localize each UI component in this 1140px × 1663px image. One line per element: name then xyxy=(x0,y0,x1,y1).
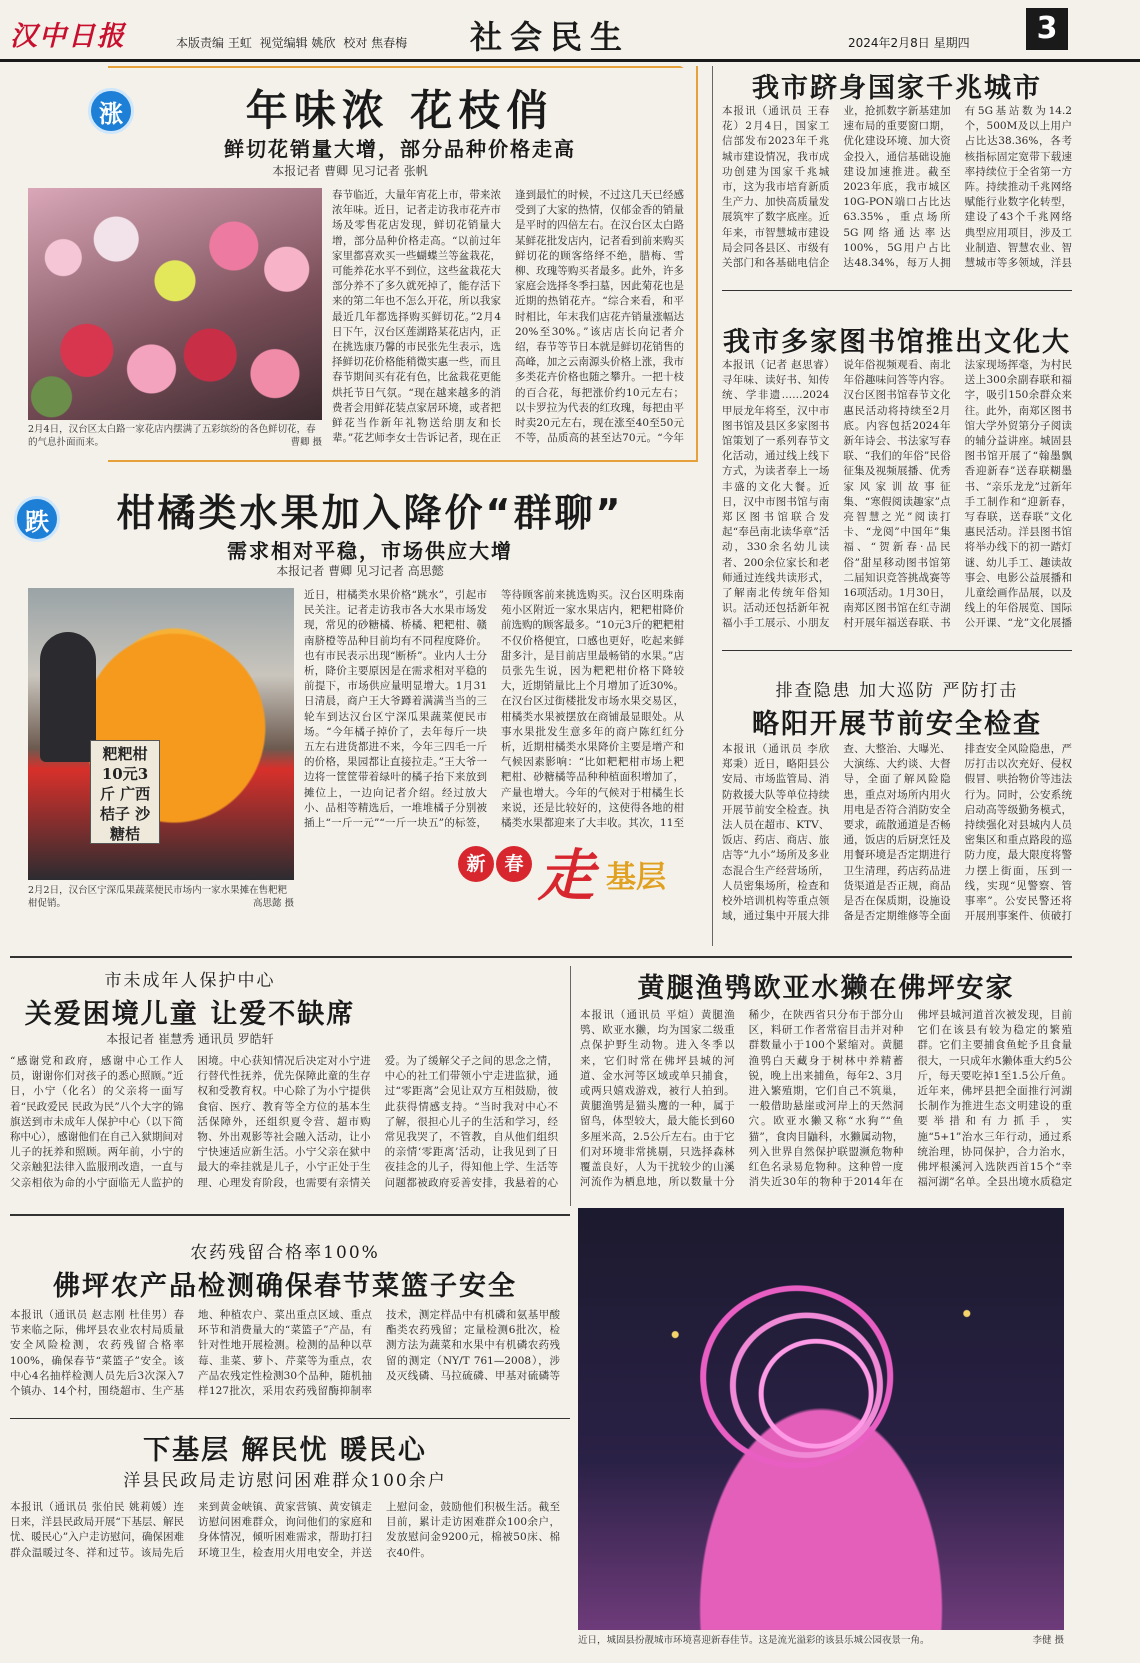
newspaper-logo: 汉中日报 xyxy=(10,21,126,52)
flowers-title-block xyxy=(140,78,660,132)
children-byline: 本报记者 崔慧秀 通讯员 罗皓轩 xyxy=(106,1032,274,1046)
photo-credit: 高思懿 摄 xyxy=(252,898,294,909)
gigabit-article-body xyxy=(722,104,1072,282)
citrus-byline: 本报记者 曹卿 见习记者 高思懿 xyxy=(276,564,444,578)
editor-credit: 校对 焦春梅 xyxy=(343,36,408,50)
citrus-headline: 柑橘类水果加入降价“群聊” xyxy=(116,491,624,535)
fruit-stall-photo xyxy=(28,588,294,880)
gigabit-headline: 我市跻身国家千兆城市 xyxy=(752,73,1042,100)
citrus-article-body xyxy=(304,588,684,842)
article-text: 春节临近，大量年宵花上市，带来浓浓年味。近日，记者走访我市花卉市场及零售花店发现，鲜切花销量大增，部分品种价格走高。“以前过年家里都喜欢买一些蝴蝶兰等盆栽花，可能养花水平不到位，这些盆栽花大部分养不了多久就死掉了，能存活下来的第二年也不怎么开花，所以我家最近几年都选择购买鲜切花。”2月4日下午，汉台区莲湖路某花店内，正在挑选康乃馨的市民张先生表示，选择鲜切花价格能稍微实惠一些，而且春节期间买有花有色，比盆栽花更能烘托节日气氛。“现在越来越多的消费者会用鲜花装点家居环境，或者把鲜花当作新年礼物送给朋友和长辈。”花艺师李女士告诉记者，现在正逢到最忙的时候，不过这几天已经感受到了大家的热情，仅郁金香的销量是平时的四倍左右。在汉台区太白路某鲜花批发店内，记者看到前来购买鲜切花的顾客络绎不绝，腊梅、雪柳、玫瑰等购买者最多。此外，许多家庭会选择冬季扫墓，因此菊花也是近期的热销花卉。“综合来看，和平时相比，年末我们店花卉销量涨幅达20%至30%。”该店店长向记者介绍，春节等节日本就是鲜切花销售的高峰，加之云南源头价格上涨，我市多类花卉价格也随之攀升。一把十枝的百合花，每把涨价约10元左右；以卡罗拉为代表的红玫瑰，每把由平时卖20元左右，现在涨至40至50元不等，品质高的甚至达70元。“今年 xyxy=(332,189,684,445)
publication-date: 2024年2月8日 星期四 xyxy=(848,36,970,50)
article-text: 本报讯（记者 赵思睿）寻年味、读好书、知传统、学非遗……2024甲辰龙年将至，汉中市图书馆及县区多家图书馆策划了一系列春节文化活动，通过线上线下方式，为读者奉上一场丰盛的文化大餐。近日，汉中市图书馆与南郑区图书馆联合发起“奉邑南北读华章”活动，330余名幼儿读者、200余位家长和老师通过连线共读形式，了解南北传统年俗知识。活动还包括新年祝福小手工展示、小朋友说年俗视频观看、南北年俗趣味问答等内容。汉台区图书馆春节文化惠民活动将持续至2月底。内容包括2024年新年诗会、书法家写春联、“我们的年俗”民俗征集及视频展播、优秀家风家训故事征集、“寒假阅读趣家”点亮智慧之光”阅读打卡、“龙阅”中国年”集福、“贺新春·品民俗”甜星移动图书馆第二届知识竞答挑战赛等16项活动。1月30日，南郑区图书馆在红寺湖村开展年福送春联、书法家现场挥毫，为村民送上300余副春联和福字，吸引150余群众来往。此外，南郑区图书馆大学外贸第分子阅读的辅分益讲座。城固县图书馆开展了“翰墨飘香迎新春”送春联糊墨书、“亲乐龙龙”过新年手工制作和“迎新春，写春联，送春联”文化惠民活动。洋县图书馆将举办线下的初一踏灯谜、幼儿手工、趣读故事会、电影公益展播和儿童绘画作品展，以及线上的年俗展览、国际公开课、“龙”文化展播 xyxy=(722,359,1072,630)
caption-text: 近日，城固县扮靓城市环境喜迎新春佳节。这是流光溢彩的该县乐城公园夜景一角。 xyxy=(578,1635,930,1646)
citrus-subtitle-block xyxy=(140,535,600,563)
safety-headline: 略阳开展节前安全检查 xyxy=(752,709,1042,736)
xinchun-zoujiceng-banner xyxy=(458,838,688,908)
section-rule xyxy=(722,650,1072,651)
article-text: 本报讯（通讯员 赵志刚 杜佳男）春节来临之际，佛坪县农业农村局质量安全风险检测，农药残留合格率100%，确保春节“菜篮子”安全。该中心4名抽样检测人员先后3次深入7个镇办、14个村，围绕超市、生产基地、种植农户、菜出重点区域、重点环节和消费量大的“菜篮子”产品，有针对性地开展检测。检测的品种以草莓、韭菜、萝卜、芹菜等为重点，农产品农残定性检测30个品种，随机抽样127批次，采用农药残留酶抑制率技术，测定样品中有机磷和氨基甲酸酯类农药残留；定量检测6批次，检测方法为蔬菜和水果中有机磷农药残留的测定（NY/T 761—2008），涉及灭线磷、马拉硫磷、甲基对硫磷等 xyxy=(10,1309,560,1398)
children-byline-block xyxy=(60,1030,320,1048)
caption-text: 2月4日，汉台区太白路一家花店内摆满了五彩缤纷的各色鲜切花，春的气息扑面而来。 xyxy=(28,424,316,448)
vendor-figure xyxy=(40,632,96,762)
article-text: 本报讯（通讯员 张伯民 姚莉媛）连日来，洋县民政局开展“下基层、解民忧、暖民心”入户走访慰问，确保困难群众温暖过冬、祥和过节。该局先后来到黄金峡镇、黄家营镇、黄安镇走访慰问困难群众，询问他们的家庭和身体情况，倾听困难需求，帮助打扫环境卫生，检查用火用电安全，并送上慰问金，鼓励他们积极生活。截至目前，累计走访困难群众100余户，发放慰问金9200元，棉被50床、棉衣40件。 xyxy=(10,1501,560,1559)
article-text: 本报讯（通讯员 平煊）黄腿渔鸮、欧亚水獭，均为国家二级重点保护野生动物。进入冬季以来，它们时常在佛坪县城的河道、金水河等区域或单只捕食，或两只嬉戏游戏，被行人拍到。黄腿渔鸮是猫头鹰的一种，属于留鸟，体型较大，最大能长到60多厘米高，2.5公斤左右。由于它们对环境非常挑剔，只选择森林覆盖良好，人为干扰较少的山溪河流作为栖息地，所以数量十分稀少，在陕西省只分布于部分山区，料研工作者常宿目击并对种群数量小于100个紧缩对。黄腿渔鸮白天藏身于树林中养精蓄锐，晚上出来捕鱼，每年2、3月进入繁殖期，它们自己不筑巢，一般借助悬崖或河岸上的天然洞穴。欧亚水獭又称“水狗”“鱼猫”，食肉目鼬科，水獭属动物，列入世界自然保护联盟濒危物种红色名录易危物种。这种曾一度消失近30年的物种于2014年在佛坪县城河道首次被发现，目前它们在该县有较为稳定的繁殖群。它们主要捕食鱼蛇予且食量很大，一只成年水獭体重大约5公斤，每天要吃掉1至1.5公斤鱼。近年来，佛坪县把全面推行河湖长制作为推进生态文明建设的重要举措和有力抓手，实施“5+1”治水三年行动，通过系统治理，协同保护，合力治水，佛坪根溪河入选陕西首15个“幸福河湖”名单。全县出境水质稳定 xyxy=(580,1009,1072,1189)
masthead xyxy=(0,0,1140,62)
horizontal-rule xyxy=(10,1214,570,1216)
library-headline: 我市多家图书馆推出文化大 xyxy=(723,327,1071,354)
flowers-byline: 本报记者 曹卿 见习记者 张帆 xyxy=(272,164,428,178)
banner-jiceng: 基层 xyxy=(606,860,666,895)
pesticide-kicker-block xyxy=(10,1238,560,1262)
article-text: 近日，柑橘类水果价格“跳水”，引起市民关注。记者走访我市各大水果市场发现，常见的砂糖橘、桥橘、粑粑柑、赣南脐橙等品种目前均有不同程度降价。也有市民表示出现“断桥”。业内人士分析，降价主要原因是在需求相对平稳的前提下，市场供应量明显增大。1月31日清晨，商户王大爷蹲着满满当当的三轮车到达汉台区宁深瓜果蔬菜便民市场。“今年橘子掉价了，去年每斤一块五左右进货都进不来，今年三四毛一斤的价格，果园都让直接拉走。”王大爷一边将一筐筐带着绿叶的橘子抬下来放到摊位上，一边向记者介绍。经过放大小、品相等精选后，一堆堆橘子分别被插上“一斤一元”“一斤一块五”的标签，等待顾客前来挑选购买。汉台区明珠南苑小区附近一家水果店内，粑粑柑降价前选购的顾客最多。“10元3斤的粑粑柑不仅价格便宜，口感也更好，吃起来鲜甜多汁，是目前店里最畅销的水果。”店员张先生说，因为粑粑柑价格下降较大，近期销量比上个月增加了近30%。在汉台区过街楼批发市场水果交易区，柑橘类水果被摆放在商铺最显眼处。从事水果批发生意多年的商户陈红红分析，近期柑橘类水果降价主要是增产和气候因素影响：“比如粑粑柑市场上粑粑柑、砂糖橘等品种种植面积增加了，产量也增大。今年的气候对于柑橘生长来说，还是比较好的，这使得各地的柑橘类水果都迎来了大丰收。其次，11至 xyxy=(304,589,684,830)
banner-char: 新 xyxy=(458,846,494,882)
pesticide-title-block xyxy=(10,1264,560,1300)
photo-credit: 曹卿 摄 xyxy=(290,437,322,448)
flowers-subheadline: 鲜切花销量大增，部分品种价格走高 xyxy=(224,137,576,161)
children-kicker: 市未成年人保护中心 xyxy=(104,971,276,990)
article-text: “感谢党和政府，感谢中心工作人员，谢谢你们对孩子的悉心照顾。”近日，小宁（化名）的父亲将一面写着“民政爱民 民政为民”八个大字的锦旗送到市未成年人保护中心（以下简称中心），感谢他们在自己入狱期间对儿子的抚养和照顾。两年前，小宁的父亲触犯法律入监服刑改造，一直与父亲相依为命的小宁面临无人监护的困境。中心获知情况后决定对小宁进行替代性抚养，优先保障此童的生存权和受教育权。中心除了为小宁提供食宿、医疗、教育等全方位的基本生活保障外，还组织夏令营、超市购物、外出观影等社会融入活动，让小宁快速适应新生活。小宁父亲在狱中最大的牵挂就是儿子，小宁正处于生理、心理发育阶段，也需要有亲情关爱。为了缓解父子之间的思念之情，中心的社工们带领小宁走进监狱，通过“零距离”会见让双方互相鼓励，彼此获得情感支持。“当时我对中心不了解，很担心儿子的生活和学习，经常见我哭了，不管教，自从他们组织的亲情‘零距离’活动，让我见到了日夜挂念的儿子，得知他上学、生活等问题都被政府妥善安排，我悬着的心 xyxy=(10,1055,558,1189)
children-article-body xyxy=(10,1054,558,1200)
banner-char-zou: 走 xyxy=(538,843,594,909)
editor-credit: 视觉编辑 姚欣 xyxy=(259,36,336,50)
editor-credits xyxy=(176,34,411,51)
section-rule xyxy=(10,1418,570,1419)
column-divider xyxy=(570,966,571,1206)
flowers-subtitle-block xyxy=(140,133,660,161)
library-title-block xyxy=(722,320,1072,354)
park-lights-photo xyxy=(578,1208,1064,1630)
banner-char: 春 xyxy=(496,846,532,882)
bird-article-body xyxy=(580,1008,1072,1200)
section-title: 社会民生 xyxy=(470,18,631,56)
photo-credit: 李健 摄 xyxy=(1032,1635,1064,1646)
visit-subtitle-block xyxy=(10,1466,560,1490)
pesticide-headline: 佛坪农产品检测确保春节菜篮子安全 xyxy=(53,1271,517,1300)
bird-headline: 黄腿渔鸮欧亚水獭在佛坪安家 xyxy=(637,973,1015,1002)
page-number: 3 xyxy=(1026,8,1068,50)
gigabit-title-block xyxy=(722,66,1072,100)
editor-credit: 本版责编 王虹 xyxy=(176,36,252,50)
safety-article-body xyxy=(722,742,1072,938)
pesticide-kicker: 农药残留合格率100% xyxy=(190,1243,380,1262)
price-up-badge: 涨 xyxy=(88,88,134,134)
bird-title-block xyxy=(580,966,1072,1002)
library-article-body xyxy=(722,358,1072,636)
horizontal-rule xyxy=(10,956,1072,958)
citrus-byline-block xyxy=(210,562,510,580)
flowers-photo-caption xyxy=(28,423,322,453)
visit-article-body xyxy=(10,1500,560,1650)
price-down-badge: 跌 xyxy=(14,496,60,542)
flower-market-photo xyxy=(28,188,322,420)
article-text: 本报讯（通讯员 王春花）2月4日，国家工信部发布2023年千兆城市建设情况，我市成功创建为国家千兆城市，这为我市培育新质生产力、加快高质量发展筑牢了数字底座。近年来，市智慧城市建设局会同各县区、市级有关部门和各基础电信企业，抢抓数字新基建加速布局的重要窗口期，优化建设环境、加大资金投入，通信基础设施建设加速推进。截至2023年底，我市城区10G-PON端口占比达63.35%，重点场所5G网络通达率达100%，5G用户占比达48.34%，每万人拥有5G基站数为14.2个，500M及以上用户占比达38.36%，各考核指标固定宽带下载速率持续位于全省第一方阵。持续推动千兆网络赋能行业数字化转型，建设了43个千兆网络典型应用项目，涉及工业制造、智慧农业、智慧城市等多领域，洋县 xyxy=(722,105,1072,270)
price-sign: 粑粑柑 10元3斤 广西 桔子 沙糖桔 xyxy=(90,740,160,844)
article-text: 本报讯（通讯员 李欣 郑秉）近日，略阳县公安局、市场监管局、消防救援大队等单位持续开展节前安全检查。执法人员在超市、KTV、饭店、药店、商店、旅店等“九小”场所及多业态混合生产经营场所，人员密集场所，检查和校外培训机构等重点领域，通过集中开展大排查、大整治、大曝光、大演练、大约谈、大督导，全面了解风险隐患，重点对场所内用火用电是否符合消防安全要求，疏散通道是否畅通，饭店的后厨烹饪及用餐环境是否定期进行卫生清理，药店药品进货渠道是否正规，商品是否在保质期，设施设备是否定期维修等全面排查安全风险隐患，严厉打击以次充好、侵权假冒、哄抬物价等违法行为。同时，公安系统启动高等级勤务模式，持续强化对县城内人员密集区和重点路段的巡防力度，最大限度将警力摆上街面，压到一线，实现“见警察、管事率”。公安民警还将开展刑事案件、侦破打 xyxy=(722,743,1072,923)
citrus-title-block xyxy=(60,482,680,536)
visit-title-block xyxy=(10,1428,560,1466)
children-headline: 关爱困境儿童 让爱不缺席 xyxy=(24,999,356,1028)
section-rule xyxy=(722,290,1072,291)
citrus-photo-caption xyxy=(28,884,294,912)
column-divider xyxy=(712,66,713,946)
lights-photo-caption xyxy=(578,1634,1064,1650)
safety-kicker-block xyxy=(722,676,1072,700)
caption-text: 2月2日，汉台区宁深瓜果蔬菜便民市场内一家水果摊在售粑粑柑促销。 xyxy=(28,885,288,909)
safety-title-block xyxy=(722,702,1072,736)
visit-subheadline: 洋县民政局走访慰问困难群众100余户 xyxy=(123,1471,447,1490)
visit-headline: 下基层 解民忧 暖民心 xyxy=(143,1435,427,1466)
safety-kicker: 排查隐患 加大巡防 严防打击 xyxy=(775,681,1019,700)
flowers-headline: 年味浓 花枝俏 xyxy=(245,86,555,132)
children-kicker-block xyxy=(10,966,370,990)
flowers-article-body xyxy=(332,188,684,450)
pesticide-article-body xyxy=(10,1308,560,1408)
flowers-byline-block xyxy=(200,162,500,180)
children-title-block xyxy=(10,992,370,1028)
citrus-subheadline: 需求相对平稳，市场供应大增 xyxy=(227,539,513,563)
